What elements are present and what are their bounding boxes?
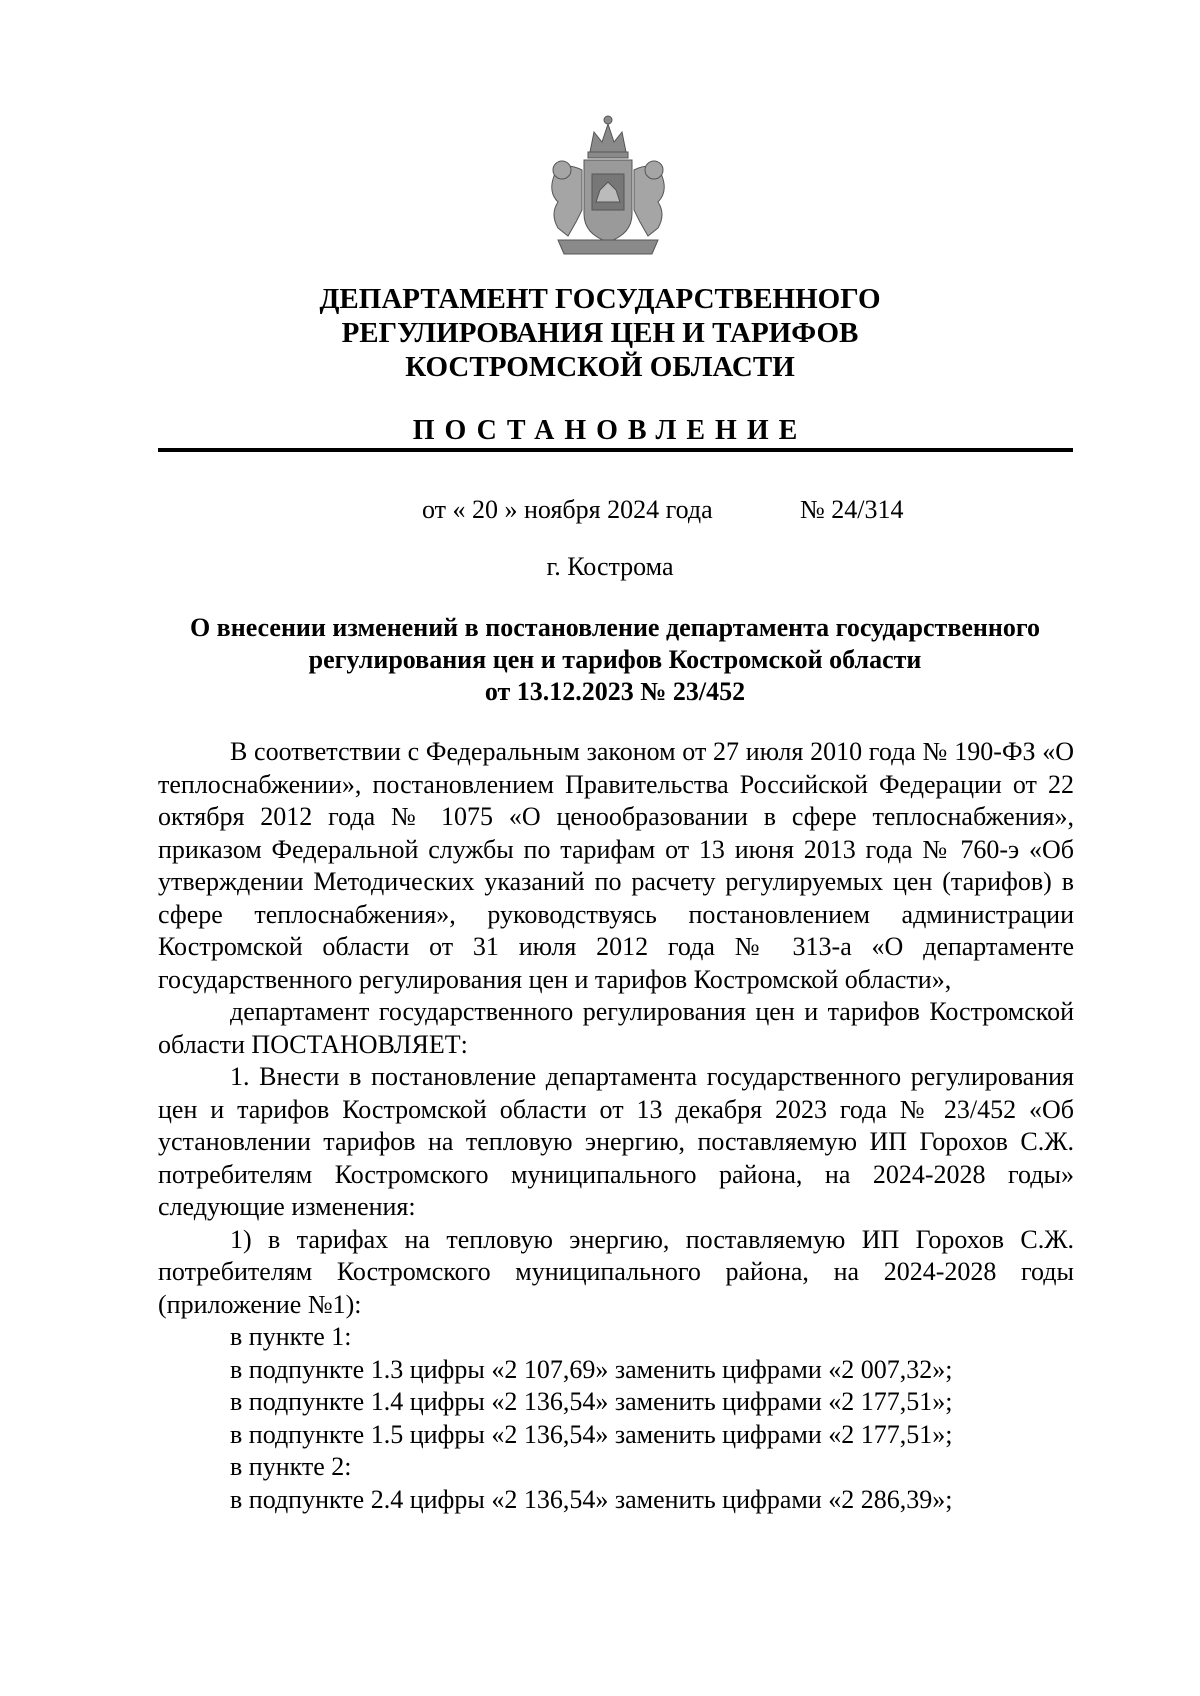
coat-of-arms-icon [528, 110, 688, 266]
department-name [150, 282, 1050, 384]
list-item: в подпункте 1.3 цифры «2 107,69» заменить цифрами «2 007,32»; [230, 1354, 953, 1384]
document-subject [150, 612, 1080, 708]
subclause-1-paragraph: 1) в тарифах на тепловую энергию, поставляемую ИП Горохов С.Ж. потребителям Костромского муниципального района, на 2024-2028 годы (приложение №1): [158, 1224, 1074, 1319]
list-item: в подпункте 1.4 цифры «2 136,54» заменить цифрами «2 177,51»; [230, 1387, 953, 1416]
document-date: от « 20 » ноября 2024 года [422, 495, 713, 524]
subject-line: О внесении изменений в постановление департамента государственного [189, 613, 1041, 642]
clause-1-paragraph: 1. Внести в постановление департамента государственного регулирования цен и тарифов Костромской области от 13 декабря 2023 года № 23/452 «Об установлении тарифов на тепловую энергию, поставляемую ИП Горохов С.Ж. потребителям Костромского муниципального района, на 2024-2028 годы» следующие изменения: [158, 1062, 1074, 1221]
list-item: в пункте 1: [230, 1322, 352, 1351]
subject-line: регулирования цен и тарифов Костромской области [308, 645, 922, 674]
document-number: № 24/314 [800, 495, 904, 524]
department-line: РЕГУЛИРОВАНИЯ ЦЕН И ТАРИФОВ [341, 317, 859, 349]
department-line: ДЕПАРТАМЕНТ ГОСУДАРСТВЕННОГО [319, 283, 881, 315]
header-divider [158, 448, 1073, 452]
document-body [158, 736, 1074, 1516]
list-item: в подпункте 1.5 цифры «2 136,54» заменить цифрами «2 177,51»; [230, 1419, 953, 1449]
list-item: в пункте 2: [230, 1452, 352, 1481]
preamble-paragraph: В соответствии с Федеральным законом от 27 июля 2010 года № 190-ФЗ «О теплоснабжении», постановлением Правительства Российской Федерации от 22 октября 2012 года № 1075 «О ценообразовании в сфере теплоснабжения», приказом Федеральной службы по тарифам от 13 июня 2013 года № 760-э «Об утверждении Методических указаний по расчету регулируемых цен (тарифов) в сфере теплоснабжения», руководствуясь постановлением администрации Костромской области от 31 июля 2012 года № 313-а «О департаменте государственного регулирования цен и тарифов Костромской области», [158, 737, 1074, 994]
resolves-paragraph: департамент государственного регулирования цен и тарифов Костромской области ПОСТАНОВЛЯЕТ: [158, 997, 1074, 1059]
document-city: г. Кострома [546, 552, 674, 581]
department-line: КОСТРОМСКОЙ ОБЛАСТИ [405, 351, 795, 383]
list-item: в подпункте 2.4 цифры «2 136,54» заменить цифрами «2 286,39»; [230, 1484, 953, 1514]
subject-line: от 13.12.2023 № 23/452 [484, 677, 746, 706]
document-type: ПОСТАНОВЛЕНИЕ [412, 415, 808, 446]
